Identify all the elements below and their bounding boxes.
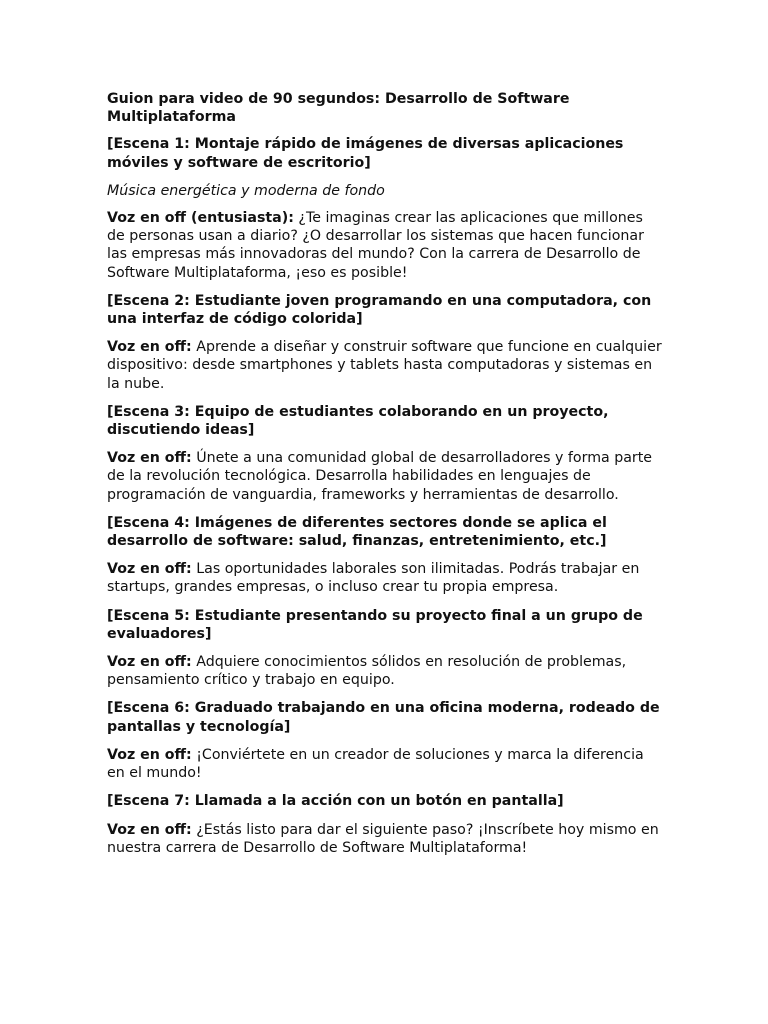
voiceover-text: Aprende a diseñar y construir software que funcione en cualquier dispositivo: desde smartphones y tablets hasta computadoras y sistemas en la nube. — [107, 339, 662, 392]
scene-heading-5: [Escena 5: Estudiante presentando su proyecto final a un grupo de evaluadores] — [107, 607, 643, 642]
voiceover-paragraph-1 — [107, 209, 663, 282]
speaker-label: Voz en off: — [107, 746, 192, 763]
scene-heading-3: [Escena 3: Equipo de estudiantes colaborando en un proyecto, discutiendo ideas] — [107, 403, 609, 439]
voiceover-text: Únete a una comunidad global de desarrolladores y forma parte de la revolución tecnológica. Desarrolla habilidades en lenguajes de programación de vanguardia, frameworks y herramientas de desarrollo. — [107, 450, 653, 503]
document-page — [107, 90, 663, 867]
voiceover-text: Las oportunidades laborales son ilimitadas. Podrás trabajar en startups, grandes empresas, o incluso crear tu propia empresa. — [107, 561, 640, 596]
scene-heading-4: [Escena 4: Imágenes de diferentes sectores donde se aplica el desarrollo de software: salud, finanzas, entretenimiento, etc.] — [107, 514, 607, 550]
speaker-label: Voz en off (entusiasta): — [107, 210, 294, 227]
scene-heading-2: [Escena 2: Estudiante joven programando en una computadora, con una interfaz de código colorida] — [107, 292, 652, 328]
voiceover-paragraph-4 — [107, 560, 663, 596]
voiceover-text: ¿Te imaginas crear las aplicaciones que millones de personas usan a diario? ¿O desarrollar los sistemas que hacen funcionar las empresas más innovadoras del mundo? Con la carrera de Desarrollo de Software Multiplataforma, ¡eso es posible! — [107, 210, 644, 281]
voiceover-paragraph-5 — [107, 653, 663, 689]
voiceover-text: ¡Conviértete en un creador de soluciones y marca la diferencia en el mundo! — [107, 746, 644, 782]
document-title: Guion para video de 90 segundos: Desarrollo de Software Multiplataforma — [107, 91, 570, 126]
voiceover-paragraph-7 — [107, 821, 663, 857]
speaker-label: Voz en off: — [107, 339, 192, 356]
scene-heading-7: [Escena 7: Llamada a la acción con un botón en pantalla] — [107, 793, 564, 810]
voiceover-paragraph-6 — [107, 746, 663, 782]
speaker-label: Voz en off: — [107, 450, 192, 467]
scene-heading-6: [Escena 6: Graduado trabajando en una oficina moderna, rodeado de pantallas y tecnología] — [107, 700, 660, 735]
voiceover-paragraph-3 — [107, 449, 663, 504]
scene-heading-1: [Escena 1: Montaje rápido de imágenes de diversas aplicaciones móviles y software de escritorio] — [107, 136, 624, 171]
voiceover-text: ¿Estás listo para dar el siguiente paso? ¡Inscríbete hoy mismo en nuestra carrera de Desarrollo de Software Multiplataforma! — [107, 821, 659, 856]
speaker-label: Voz en off: — [107, 821, 192, 838]
voiceover-text: Adquiere conocimientos sólidos en resolución de problemas, pensamiento crítico y trabajo en equipo. — [107, 654, 627, 689]
voiceover-paragraph-2 — [107, 338, 663, 393]
music-note: Música energética y moderna de fondo — [107, 182, 385, 199]
speaker-label: Voz en off: — [107, 561, 192, 578]
speaker-label: Voz en off: — [107, 654, 192, 671]
